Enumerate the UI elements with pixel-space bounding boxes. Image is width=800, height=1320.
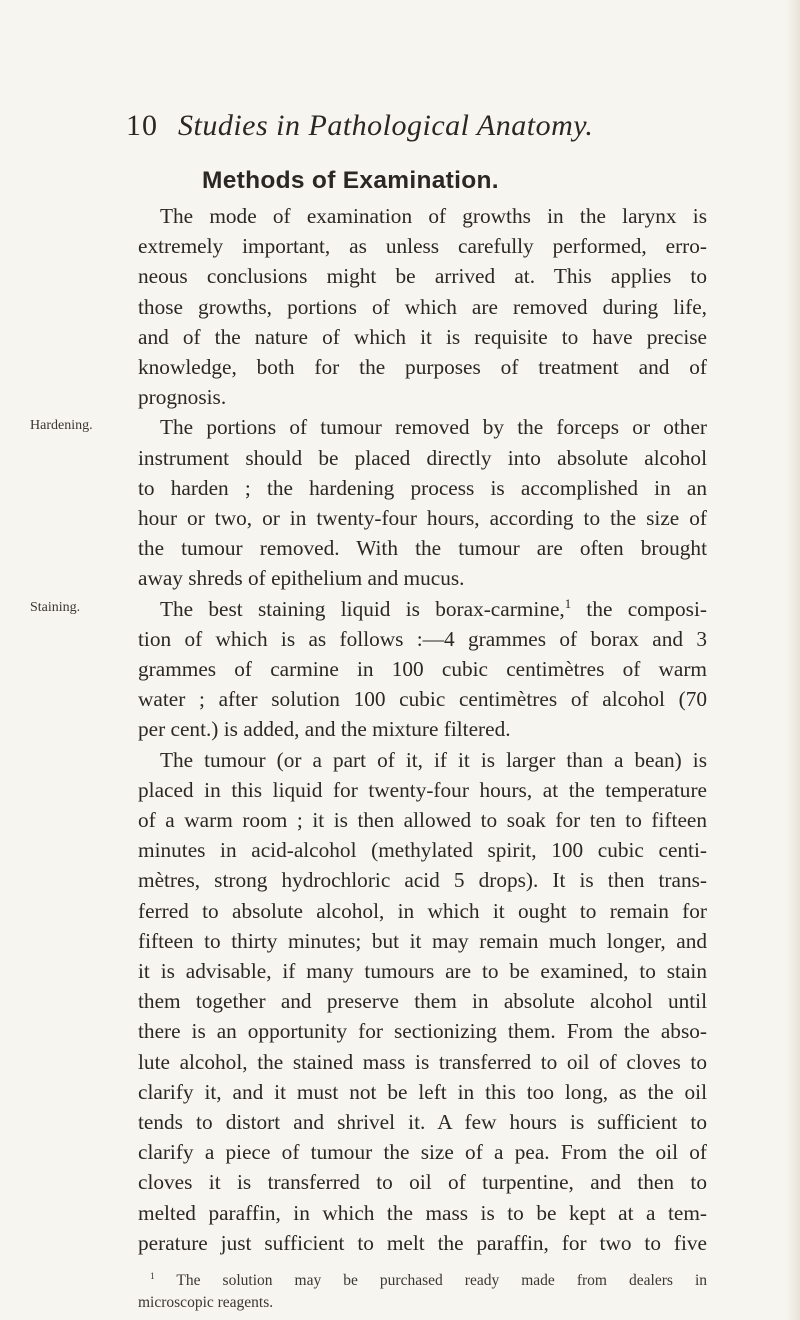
text-line: those growths, portions of which are removed during life, bbox=[138, 295, 707, 319]
text-line-staining bbox=[160, 594, 707, 624]
text-line: knowledge, both for the purposes of treatment and of bbox=[138, 355, 707, 379]
text-line: hour or two, or in twenty-four hours, according to the size of bbox=[138, 506, 707, 530]
text-line: prognosis. bbox=[138, 385, 227, 409]
page-number: 10 bbox=[126, 109, 158, 142]
text-line: the tumour removed. With the tumour are often brought bbox=[138, 536, 707, 560]
text-line: melted paraffin, in which the mass is to be kept at a tem- bbox=[138, 1201, 707, 1225]
text-line: it is advisable, if many tumours are to be examined, to stain bbox=[138, 959, 707, 983]
text-line: The mode of examination of growths in the larynx is bbox=[160, 204, 707, 228]
text-line: tends to distort and shrivel it. A few hours is sufficient to bbox=[138, 1110, 707, 1134]
page-edge-shadow bbox=[786, 0, 800, 1320]
text-line: there is an opportunity for sectionizing them. From the abso- bbox=[138, 1019, 707, 1043]
text-line: clarify it, and it must not be left in this too long, as the oil bbox=[138, 1080, 707, 1104]
text-span: the composi- bbox=[571, 597, 707, 621]
text-line: lute alcohol, the stained mass is transferred to oil of cloves to bbox=[138, 1050, 707, 1074]
text-line: mètres, strong hydrochloric acid 5 drops). It is then trans- bbox=[138, 868, 707, 892]
text-span: The best staining liquid is borax-carmine, bbox=[160, 597, 565, 621]
footnote-continued: microscopic reagents. bbox=[138, 1294, 274, 1311]
text-line: minutes in acid-alcohol (methylated spirit, 100 cubic centi- bbox=[138, 838, 707, 862]
text-line: and of the nature of which it is requisite to have precise bbox=[138, 325, 707, 349]
running-title: Studies in Pathological Anatomy. bbox=[178, 109, 594, 142]
text-line: ferred to absolute alcohol, in which it ought to remain for bbox=[138, 899, 707, 923]
text-line: grammes of carmine in 100 cubic centimètres of warm bbox=[138, 657, 707, 681]
text-line: water ; after solution 100 cubic centimètres of alcohol (70 bbox=[138, 687, 707, 711]
text-line: The portions of tumour removed by the forceps or other bbox=[160, 415, 707, 439]
text-line: them together and preserve them in absolute alcohol until bbox=[138, 989, 707, 1013]
text-line: instrument should be placed directly into absolute alcohol bbox=[138, 446, 707, 470]
margin-note-hardening: Hardening. bbox=[30, 418, 93, 433]
text-line: perature just sufficient to melt the paraffin, for two to five bbox=[138, 1231, 707, 1255]
text-line: per cent.) is added, and the mixture filtered. bbox=[138, 717, 511, 741]
text-line: to harden ; the hardening process is accomplished in an bbox=[138, 476, 707, 500]
footnote-text: The solution may be purchased ready made from dealers in bbox=[154, 1272, 707, 1289]
footnote-number: 1 bbox=[150, 1271, 155, 1282]
text-line: neous conclusions might be arrived at. This applies to bbox=[138, 264, 707, 288]
text-line: fifteen to thirty minutes; but it may remain much longer, and bbox=[138, 929, 707, 953]
text-line: cloves it is transferred to oil of turpentine, and then to bbox=[138, 1170, 707, 1194]
text-line: clarify a piece of tumour the size of a pea. From the oil of bbox=[138, 1140, 707, 1164]
footnote bbox=[150, 1270, 707, 1292]
footnote-marker: 1 bbox=[564, 596, 572, 611]
text-line: tion of which is as follows :—4 grammes of borax and 3 bbox=[138, 627, 707, 651]
text-line: away shreds of epithelium and mucus. bbox=[138, 566, 465, 590]
running-head bbox=[126, 104, 746, 148]
text-line: The tumour (or a part of it, if it is larger than a bean) is bbox=[160, 748, 707, 772]
text-line: placed in this liquid for twenty-four hours, at the temperature bbox=[138, 778, 707, 802]
text-line: of a warm room ; it is then allowed to soak for ten to fifteen bbox=[138, 808, 707, 832]
margin-note-staining: Staining. bbox=[30, 600, 81, 615]
section-heading: Methods of Examination. bbox=[202, 167, 499, 194]
text-line: extremely important, as unless carefully performed, erro- bbox=[138, 234, 707, 258]
